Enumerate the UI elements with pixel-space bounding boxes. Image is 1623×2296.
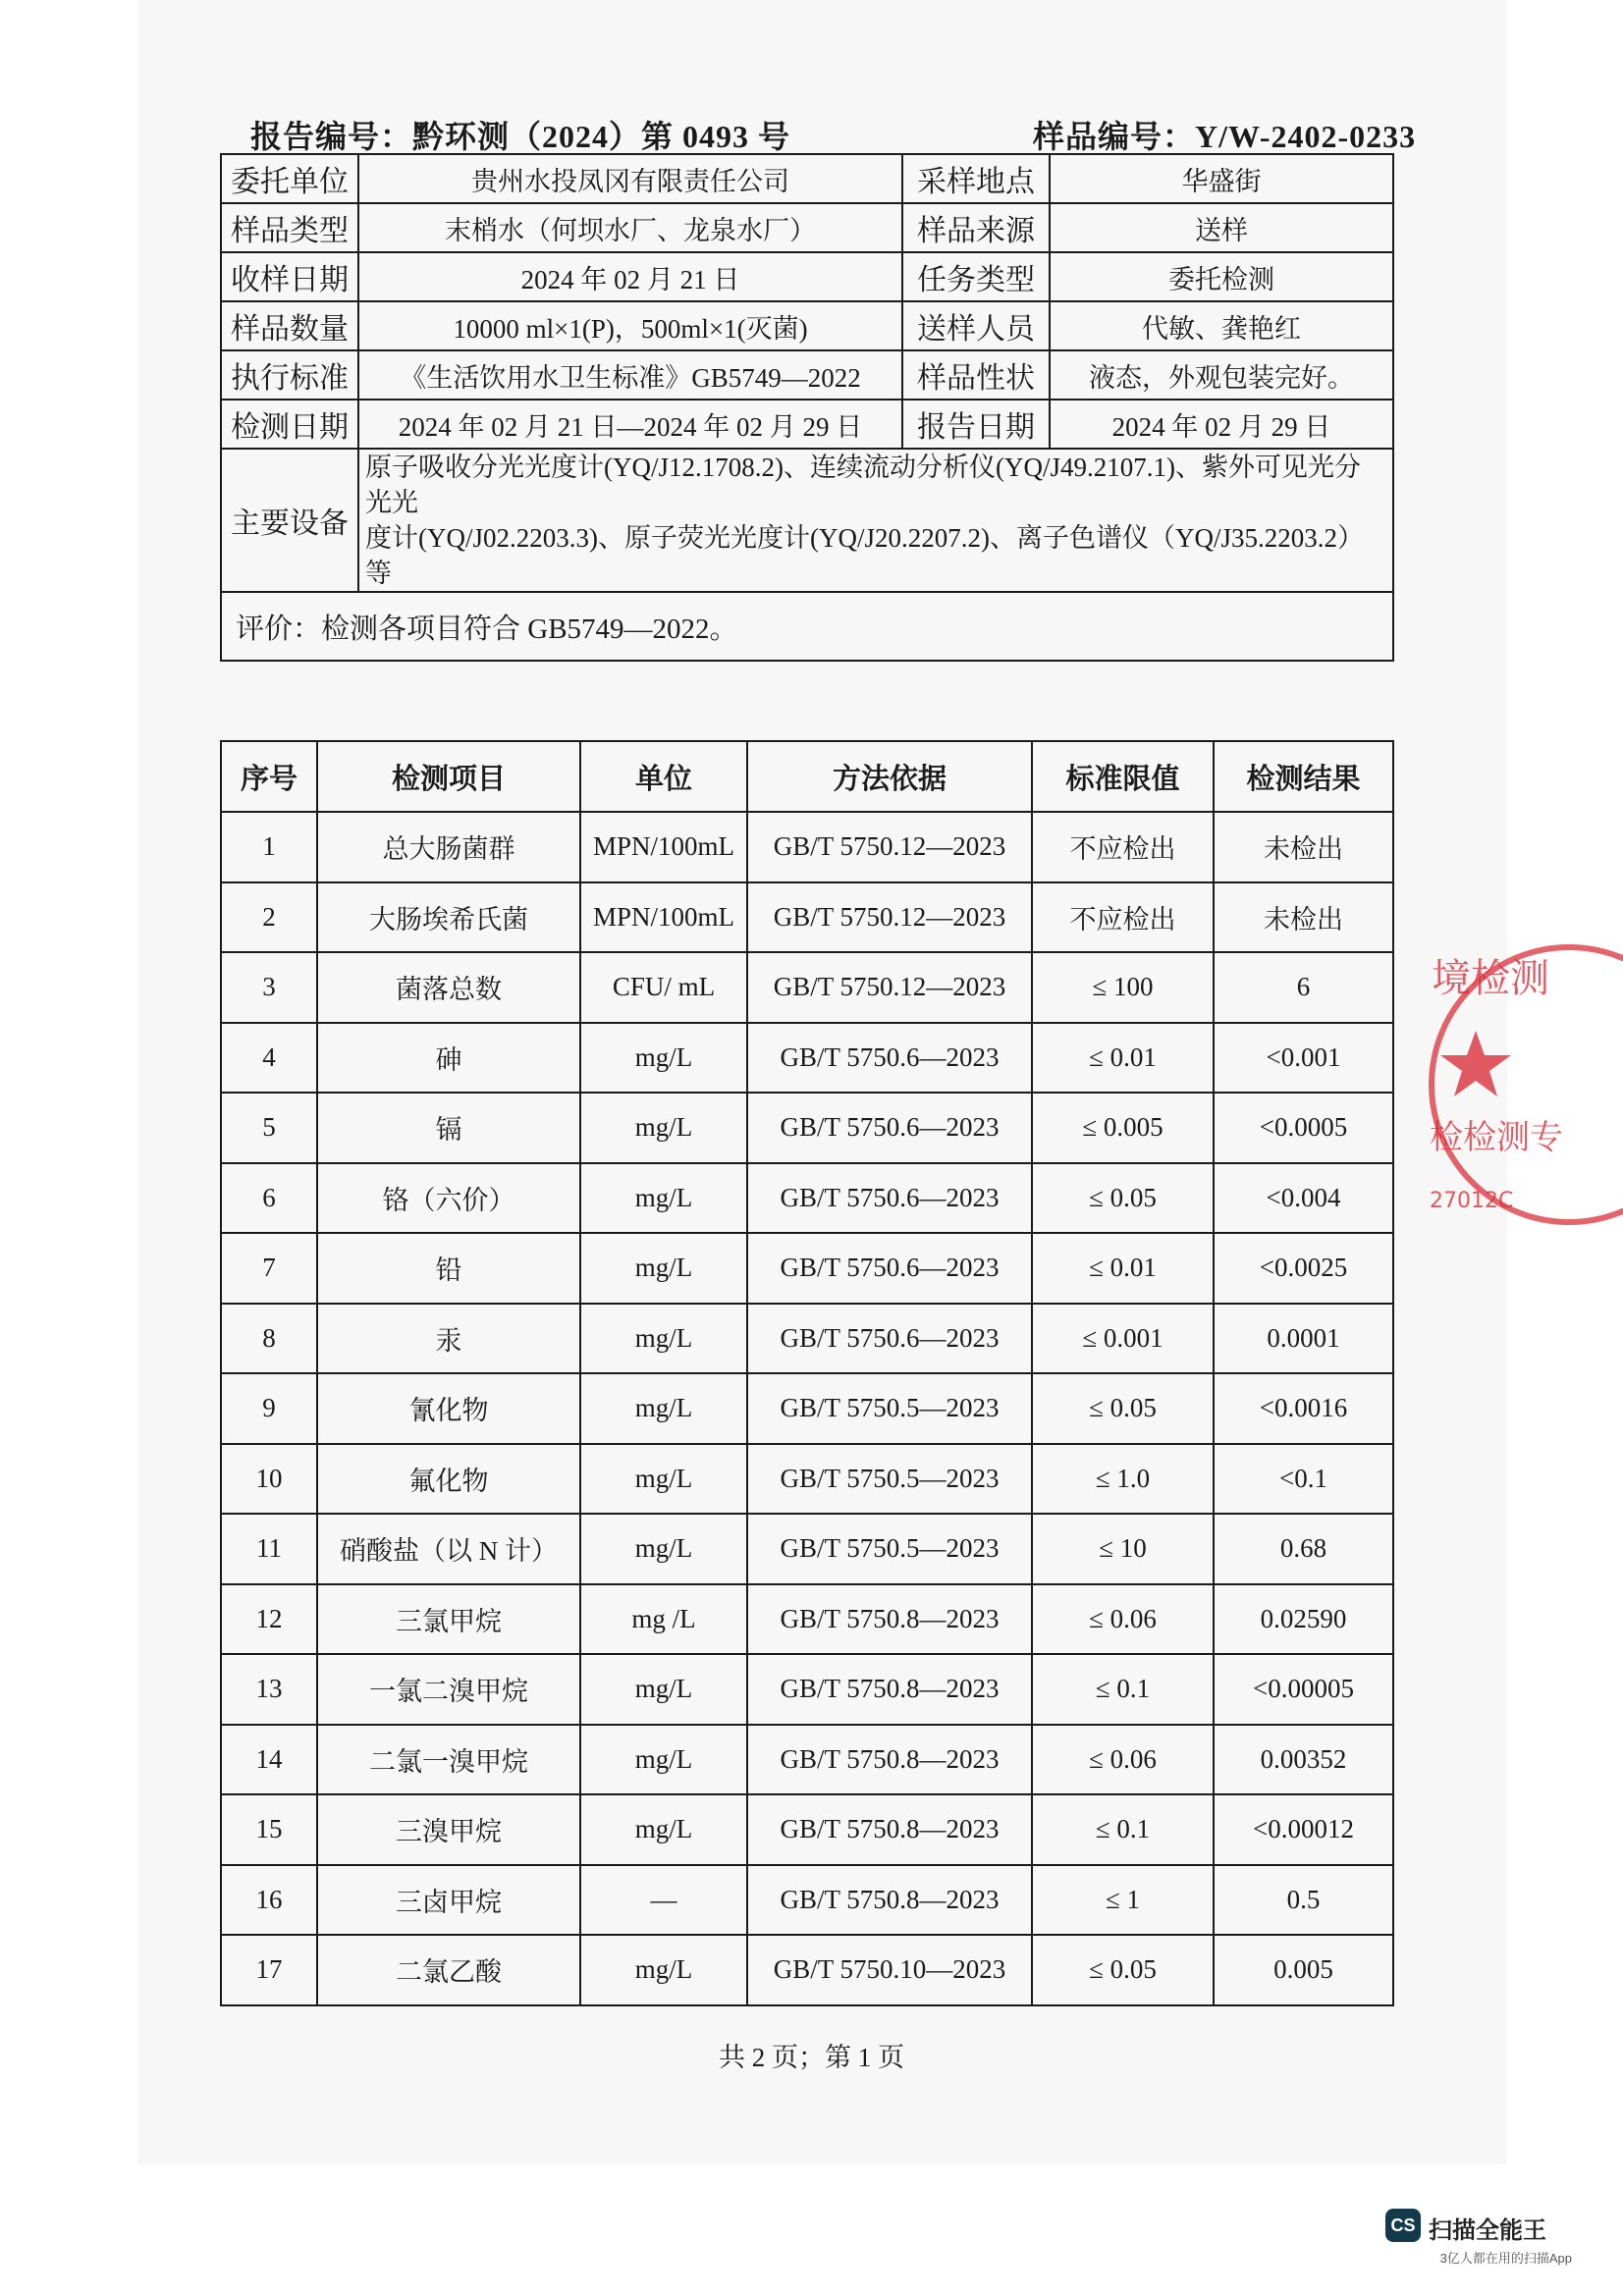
source-label: 样品来源: [902, 203, 1050, 252]
cell-seq: 3: [221, 952, 317, 1023]
svg-text:27012C: 27012C: [1430, 1189, 1514, 1213]
cell-method: GB/T 5750.8—2023: [747, 1725, 1032, 1795]
equipment-line-1: 原子吸收分光光度计(YQ/J12.1708.2)、连续流动分析仪(YQ/J49.2107.1)、紫外可见光分光光: [365, 453, 1361, 517]
cell-limit: ≤ 0.06: [1032, 1725, 1214, 1795]
header-item: 检测项目: [317, 741, 580, 812]
cell-unit: mg/L: [580, 1725, 747, 1795]
cell-result: <0.00005: [1214, 1654, 1393, 1725]
cell-result: <0.0025: [1214, 1233, 1393, 1304]
cell-method: GB/T 5750.6—2023: [747, 1304, 1032, 1374]
cell-limit: ≤ 0.05: [1032, 1935, 1214, 2005]
cell-method: GB/T 5750.5—2023: [747, 1373, 1032, 1444]
table-row: [221, 1514, 1393, 1584]
cell-unit: mg/L: [580, 1093, 747, 1163]
cell-method: GB/T 5750.12—2023: [747, 882, 1032, 953]
svg-text:境检测: 境检测: [1432, 956, 1549, 1001]
sample-state-label: 样品性状: [902, 350, 1050, 400]
equipment-value: [358, 449, 1393, 592]
brand-name: 扫描全能王: [1429, 2217, 1546, 2244]
cell-unit: mg /L: [580, 1584, 747, 1655]
cell-limit: 不应检出: [1032, 882, 1214, 953]
cell-item: 铬（六价）: [317, 1163, 580, 1234]
cell-seq: 6: [221, 1163, 317, 1234]
sender-value: 代敏、龚艳红: [1050, 301, 1393, 350]
scanner-watermark: [1385, 2209, 1572, 2269]
sample-qty-value: 10000 ml×1(P)，500ml×1(灭菌): [358, 301, 902, 350]
cell-method: GB/T 5750.6—2023: [747, 1093, 1032, 1163]
cell-seq: 13: [221, 1654, 317, 1725]
table-row: [221, 952, 1393, 1023]
cell-limit: ≤ 0.01: [1032, 1023, 1214, 1094]
table-row: [221, 882, 1393, 953]
header-seq: 序号: [221, 741, 317, 812]
cell-result: 0.5: [1214, 1865, 1393, 1936]
cell-item: 氟化物: [317, 1444, 580, 1515]
cell-unit: MPN/100mL: [580, 812, 747, 882]
cell-method: GB/T 5750.8—2023: [747, 1584, 1032, 1655]
receive-date-value: 2024 年 02 月 21 日: [358, 252, 902, 301]
test-date-label: 检测日期: [221, 400, 358, 449]
cell-seq: 4: [221, 1023, 317, 1094]
client-label: 委托单位: [221, 154, 358, 203]
table-row: [221, 1865, 1393, 1936]
table-row: [221, 1654, 1393, 1725]
cell-limit: ≤ 0.05: [1032, 1373, 1214, 1444]
table-row: [221, 812, 1393, 882]
cell-unit: mg/L: [580, 1444, 747, 1515]
cell-item: 二氯乙酸: [317, 1935, 580, 2005]
cell-result: <0.0016: [1214, 1373, 1393, 1444]
report-date-label: 报告日期: [902, 400, 1050, 449]
table-row: [221, 1725, 1393, 1795]
cell-result: 0.02590: [1214, 1584, 1393, 1655]
sample-qty-label: 样品数量: [221, 301, 358, 350]
cell-limit: ≤ 0.1: [1032, 1794, 1214, 1865]
cell-method: GB/T 5750.12—2023: [747, 812, 1032, 882]
cell-unit: MPN/100mL: [580, 882, 747, 953]
sender-label: 送样人员: [902, 301, 1050, 350]
cell-item: 硝酸盐（以 N 计）: [317, 1514, 580, 1584]
header-method: 方法依据: [747, 741, 1032, 812]
cell-seq: 12: [221, 1584, 317, 1655]
cell-result: 未检出: [1214, 812, 1393, 882]
cell-limit: ≤ 1: [1032, 1865, 1214, 1936]
cell-limit: ≤ 0.1: [1032, 1654, 1214, 1725]
type-label: 样品类型: [221, 203, 358, 252]
cell-result: 0.005: [1214, 1935, 1393, 2005]
cell-result: <0.004: [1214, 1163, 1393, 1234]
table-row: [221, 1935, 1393, 2005]
cell-seq: 5: [221, 1093, 317, 1163]
cell-result: 0.68: [1214, 1514, 1393, 1584]
cell-method: GB/T 5750.8—2023: [747, 1654, 1032, 1725]
site-label: 采样地点: [902, 154, 1050, 203]
site-value: 华盛街: [1050, 154, 1393, 203]
cell-item: 氰化物: [317, 1373, 580, 1444]
camscanner-logo-icon: CS: [1385, 2209, 1421, 2242]
equipment-line-2: 度计(YQ/J02.2203.3)、原子荧光光度计(YQ/J20.2207.2)、离子色谱仪（YQ/J35.2203.2）等: [365, 523, 1364, 588]
cell-method: GB/T 5750.6—2023: [747, 1023, 1032, 1094]
cell-seq: 1: [221, 812, 317, 882]
cell-seq: 16: [221, 1865, 317, 1936]
cell-limit: 不应检出: [1032, 812, 1214, 882]
table-row: [221, 1444, 1393, 1515]
cell-seq: 2: [221, 882, 317, 953]
seal-star-icon: [1440, 1031, 1511, 1096]
cell-item: 二氯一溴甲烷: [317, 1725, 580, 1795]
cell-unit: —: [580, 1865, 747, 1936]
cell-unit: CFU/ mL: [580, 952, 747, 1023]
header-result: 检测结果: [1214, 741, 1393, 812]
cell-limit: ≤ 10: [1032, 1514, 1214, 1584]
cell-item: 菌落总数: [317, 952, 580, 1023]
table-row: [221, 1163, 1393, 1234]
cell-result: <0.00012: [1214, 1794, 1393, 1865]
cell-method: GB/T 5750.10—2023: [747, 1935, 1032, 2005]
cell-unit: mg/L: [580, 1935, 747, 2005]
cell-limit: ≤ 0.05: [1032, 1163, 1214, 1234]
header-unit: 单位: [580, 741, 747, 812]
cell-method: GB/T 5750.12—2023: [747, 952, 1032, 1023]
cell-result: <0.001: [1214, 1023, 1393, 1094]
cell-limit: ≤ 1.0: [1032, 1444, 1214, 1515]
cell-item: 镉: [317, 1093, 580, 1163]
cell-limit: ≤ 0.06: [1032, 1584, 1214, 1655]
equipment-label: 主要设备: [221, 449, 358, 592]
cell-item: 三氯甲烷: [317, 1584, 580, 1655]
cell-method: GB/T 5750.8—2023: [747, 1794, 1032, 1865]
cell-unit: mg/L: [580, 1233, 747, 1304]
client-value: 贵州水投凤冈有限责任公司: [358, 154, 902, 203]
sample-state-value: 液态，外观包装完好。: [1050, 350, 1393, 400]
cell-method: GB/T 5750.8—2023: [747, 1865, 1032, 1936]
cell-item: 大肠埃希氏菌: [317, 882, 580, 953]
cell-result: 未检出: [1214, 882, 1393, 953]
table-row: [221, 1304, 1393, 1374]
table-row: [221, 1023, 1393, 1094]
info-table: [220, 153, 1394, 662]
test-date-value: 2024 年 02 月 21 日—2024 年 02 月 29 日: [358, 400, 902, 449]
cell-seq: 15: [221, 1794, 317, 1865]
page-info: 共 2 页；第 1 页: [719, 2043, 904, 2072]
cell-seq: 10: [221, 1444, 317, 1515]
report-number: 报告编号：黔环测（2024）第 0493 号: [250, 119, 791, 154]
cell-seq: 17: [221, 1935, 317, 2005]
table-row: [221, 1373, 1393, 1444]
cell-item: 砷: [317, 1023, 580, 1094]
cell-result: 0.0001: [1214, 1304, 1393, 1374]
cell-limit: ≤ 0.005: [1032, 1093, 1214, 1163]
evaluation: 评价：检测各项目符合 GB5749—2022。: [221, 592, 1393, 661]
cell-unit: mg/L: [580, 1794, 747, 1865]
cell-method: GB/T 5750.5—2023: [747, 1444, 1032, 1515]
table-row: [221, 1794, 1393, 1865]
cell-method: GB/T 5750.5—2023: [747, 1514, 1032, 1584]
cell-item: 三卤甲烷: [317, 1865, 580, 1936]
cell-unit: mg/L: [580, 1373, 747, 1444]
cell-method: GB/T 5750.6—2023: [747, 1163, 1032, 1234]
task-type-value: 委托检测: [1050, 252, 1393, 301]
sample-number: 样品编号：Y/W-2402-0233: [1033, 119, 1417, 154]
cell-limit: ≤ 0.01: [1032, 1233, 1214, 1304]
cell-method: GB/T 5750.6—2023: [747, 1233, 1032, 1304]
cell-limit: ≤ 0.001: [1032, 1304, 1214, 1374]
receive-date-label: 收样日期: [221, 252, 358, 301]
cell-seq: 7: [221, 1233, 317, 1304]
brand-slogan: 3亿人都在用的扫描App: [1439, 2251, 1572, 2266]
table-row: [221, 1233, 1393, 1304]
official-seal: [1422, 928, 1563, 1242]
results-header-row: [221, 741, 1393, 812]
cell-unit: mg/L: [580, 1654, 747, 1725]
results-table: [220, 740, 1394, 2006]
cell-result: <0.1: [1214, 1444, 1393, 1515]
cell-result: 0.00352: [1214, 1725, 1393, 1795]
cell-item: 铅: [317, 1233, 580, 1304]
type-value: 末梢水（何坝水厂、龙泉水厂）: [358, 203, 902, 252]
header-limit: 标准限值: [1032, 741, 1214, 812]
svg-text:检检测专: 检检测专: [1430, 1118, 1563, 1157]
cell-unit: mg/L: [580, 1304, 747, 1374]
cell-item: 一氯二溴甲烷: [317, 1654, 580, 1725]
standard-label: 执行标准: [221, 350, 358, 400]
cell-result: <0.0005: [1214, 1093, 1393, 1163]
cell-limit: ≤ 100: [1032, 952, 1214, 1023]
source-value: 送样: [1050, 203, 1393, 252]
standard-value: 《生活饮用水卫生标准》GB5749—2022: [358, 350, 902, 400]
report-date-value: 2024 年 02 月 29 日: [1050, 400, 1393, 449]
cell-seq: 8: [221, 1304, 317, 1374]
cell-seq: 9: [221, 1373, 317, 1444]
table-row: [221, 1584, 1393, 1655]
cell-item: 汞: [317, 1304, 580, 1374]
cell-unit: mg/L: [580, 1163, 747, 1234]
cell-item: 总大肠菌群: [317, 812, 580, 882]
cell-seq: 11: [221, 1514, 317, 1584]
cell-unit: mg/L: [580, 1514, 747, 1584]
cell-seq: 14: [221, 1725, 317, 1795]
cell-unit: mg/L: [580, 1023, 747, 1094]
task-type-label: 任务类型: [902, 252, 1050, 301]
cell-item: 三溴甲烷: [317, 1794, 580, 1865]
table-row: [221, 1093, 1393, 1163]
cell-result: 6: [1214, 952, 1393, 1023]
